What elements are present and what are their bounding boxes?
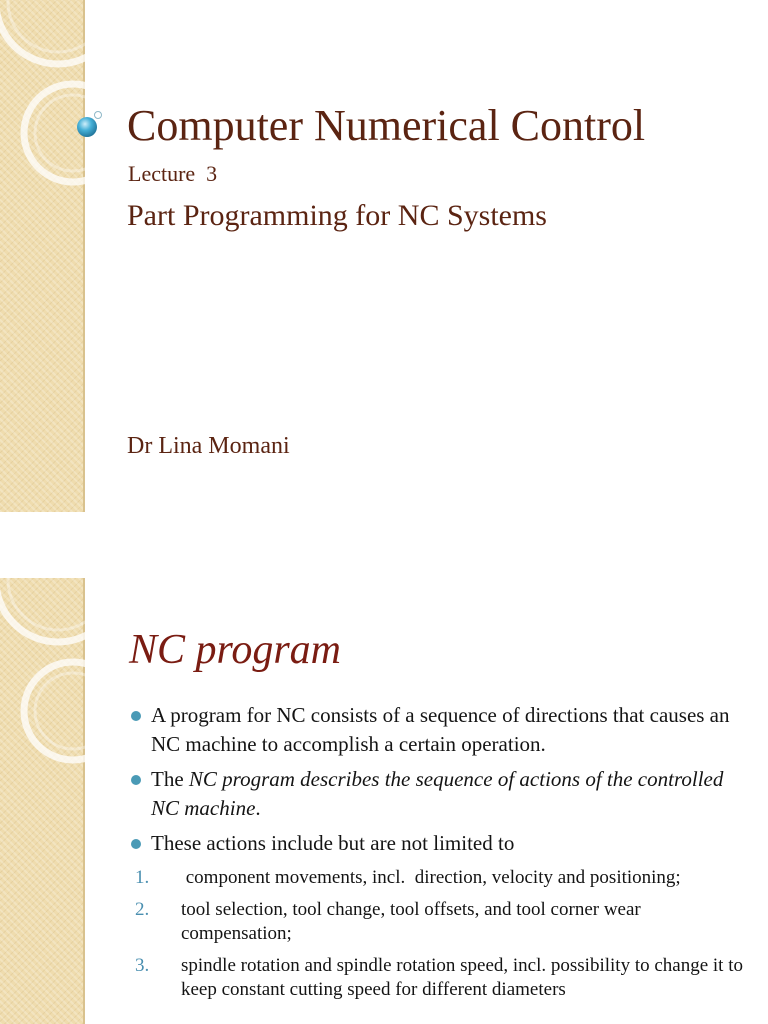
bullet-item <box>130 701 750 759</box>
numbered-item <box>133 954 753 1002</box>
item-text: component movements, incl. direction, velocity and positioning; <box>181 867 681 888</box>
item-number: 3. <box>135 955 150 976</box>
bullet-item <box>130 765 750 823</box>
slide-title: Computer Numerical Control <box>127 101 646 150</box>
blue-orb-icon <box>76 108 106 138</box>
numbered-list <box>133 866 753 1010</box>
numbered-item <box>133 898 753 946</box>
content-slide <box>0 578 768 1024</box>
lecture-number: Lecture 3 <box>128 161 218 186</box>
item-number: 2. <box>135 899 150 920</box>
bullet-suffix: . <box>255 796 261 820</box>
bullet-italic-text: NC program describes the sequence of actions of the controlled NC machine <box>151 767 724 820</box>
slide-gap <box>0 512 768 578</box>
slide-heading: NC program <box>129 627 341 673</box>
author-name: Dr Lina Momani <box>127 433 290 459</box>
bullet-text: These actions include but are not limited to <box>151 831 515 855</box>
item-text: tool selection, tool change, tool offsets, and tool corner wear compensation; <box>181 899 641 944</box>
slide-subtitle: Part Programming for NC Systems <box>127 199 547 232</box>
decorative-circles <box>0 578 130 798</box>
item-text: spindle rotation and spindle rotation speed, incl. possibility to change it to keep constant cutting speed for different diameters <box>181 955 743 1000</box>
bullet-item <box>130 829 750 858</box>
numbered-item <box>133 866 753 890</box>
bullet-dot-icon <box>131 839 141 849</box>
decorative-circles <box>0 0 130 220</box>
bullet-dot-icon <box>131 711 141 721</box>
bullet-dot-icon <box>131 775 141 785</box>
bullet-text: A program for NC consists of a sequence of directions that causes an NC machine to accomplish a certain operation. <box>151 703 730 756</box>
item-number: 1. <box>135 867 150 888</box>
bullet-list <box>130 701 750 864</box>
bullet-prefix: The <box>151 767 189 791</box>
